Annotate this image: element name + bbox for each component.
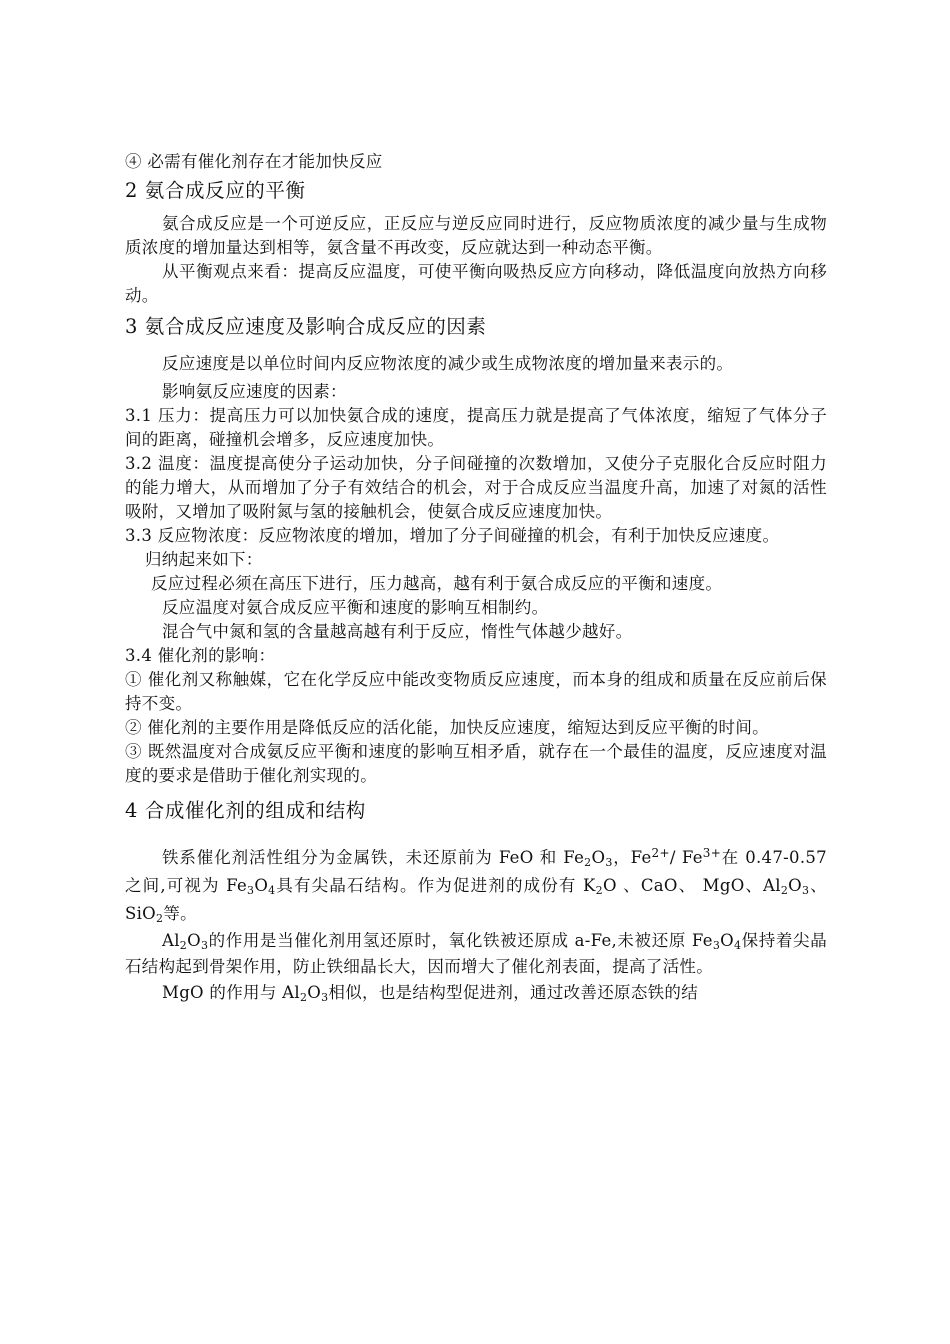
section-3-heading: 3 氨合成反应速度及影响合成反应的因素 bbox=[125, 315, 487, 338]
list-item: ① 催化剂又称触媒，它在化学反应中能改变物质反应速度，而本身的组成和质量在反应前后保持不变。 bbox=[125, 670, 827, 713]
list-item: ② 催化剂的主要作用是降低反应的活化能，加快反应速度，缩短达到反应平衡的时间。 bbox=[125, 718, 769, 737]
document-body bbox=[125, 150, 827, 1006]
section-2-heading: 2 氨合成反应的平衡 bbox=[125, 179, 306, 202]
subsection-3-2: 3.2 温度：温度提高使分子运动加快，分子间碰撞的次数增加，又使分子克服化合反应时阻力的能力增大，从而增加了分子有效结合的机会，对于合成反应当温度升高，加速了对氮的活性吸附，又增加了吸附氮与氢的接触机会，使氨合成反应速度加快。 bbox=[125, 454, 827, 521]
summary-item: 反应过程必须在高压下进行，压力越高，越有利于氨合成反应的平衡和速度。 bbox=[151, 574, 723, 593]
subsection-3-4: 3.4 催化剂的影响： bbox=[125, 646, 276, 665]
subsection-3-1: 3.1 压力：提高压力可以加快氨合成的速度，提高压力就是提高了气体浓度，缩短了气体分子间的距离，碰撞机会增多，反应速度加快。 bbox=[125, 406, 827, 449]
paragraph: 从平衡观点来看：提高反应温度，可使平衡向吸热反应方向移动，降低温度向放热方向移动。 bbox=[125, 262, 827, 305]
section-4-heading: 4 合成催化剂的组成和结构 bbox=[125, 799, 366, 822]
summary-item: 混合气中氮和氢的含量越高越有利于反应，惰性气体越少越好。 bbox=[162, 622, 633, 641]
list-item: ③ 既然温度对合成氨反应平衡和速度的影响互相矛盾，就存在一个最佳的温度，反应速度对温度的要求是借助于催化剂实现的。 bbox=[125, 742, 827, 785]
paragraph: $Al_2O_3$的作用是当催化剂用氢还原时，氧化铁被还原成 a-Fe,未被还原 $Fe_3O_4$保持着尖晶石结构起到骨架作用，防止铁细晶长大，因而增大了催化剂表面，提高了活性。 bbox=[125, 931, 828, 976]
paragraph: MgO 的作用与 $Al_2O_3$相似，也是结构型促进剂，通过改善还原态铁的结 bbox=[162, 983, 699, 1004]
paragraph: 氨合成反应是一个可逆反应，正反应与逆反应同时进行，反应物质浓度的减少量与生成物质浓度的增加量达到相等，氨含量不再改变，反应就达到一种动态平衡。 bbox=[125, 214, 827, 257]
summary-item: 反应温度对氨合成反应平衡和速度的影响互相制约。 bbox=[162, 598, 549, 617]
paragraph: 铁系催化剂活性组分为金属铁，未还原前为 FeO 和 $Fe_2O_3$，$Fe^{2+}/$ $Fe^{3+}$在 0.47-0.57 之间,可视为 $Fe_3O_4$具有尖晶石结构。作为促进剂的成份有 $K_2O$ 、CaO、 MgO、$Al_2O_3$、 SiO$_2$等。 bbox=[125, 846, 827, 925]
paragraph: 反应速度是以单位时间内反应物浓度的减少或生成物浓度的增加量来表示的。 bbox=[162, 354, 734, 373]
list-item-4: ④ 必需有催化剂存在才能加快反应 bbox=[125, 152, 383, 171]
subsection-3-3: 3.3 反应物浓度：反应物浓度的增加，增加了分子间碰撞的机会，有利于加快反应速度。 bbox=[125, 526, 780, 545]
summary-label: 归纳起来如下： bbox=[145, 550, 263, 569]
paragraph: 影响氨反应速度的因素： bbox=[162, 382, 347, 401]
